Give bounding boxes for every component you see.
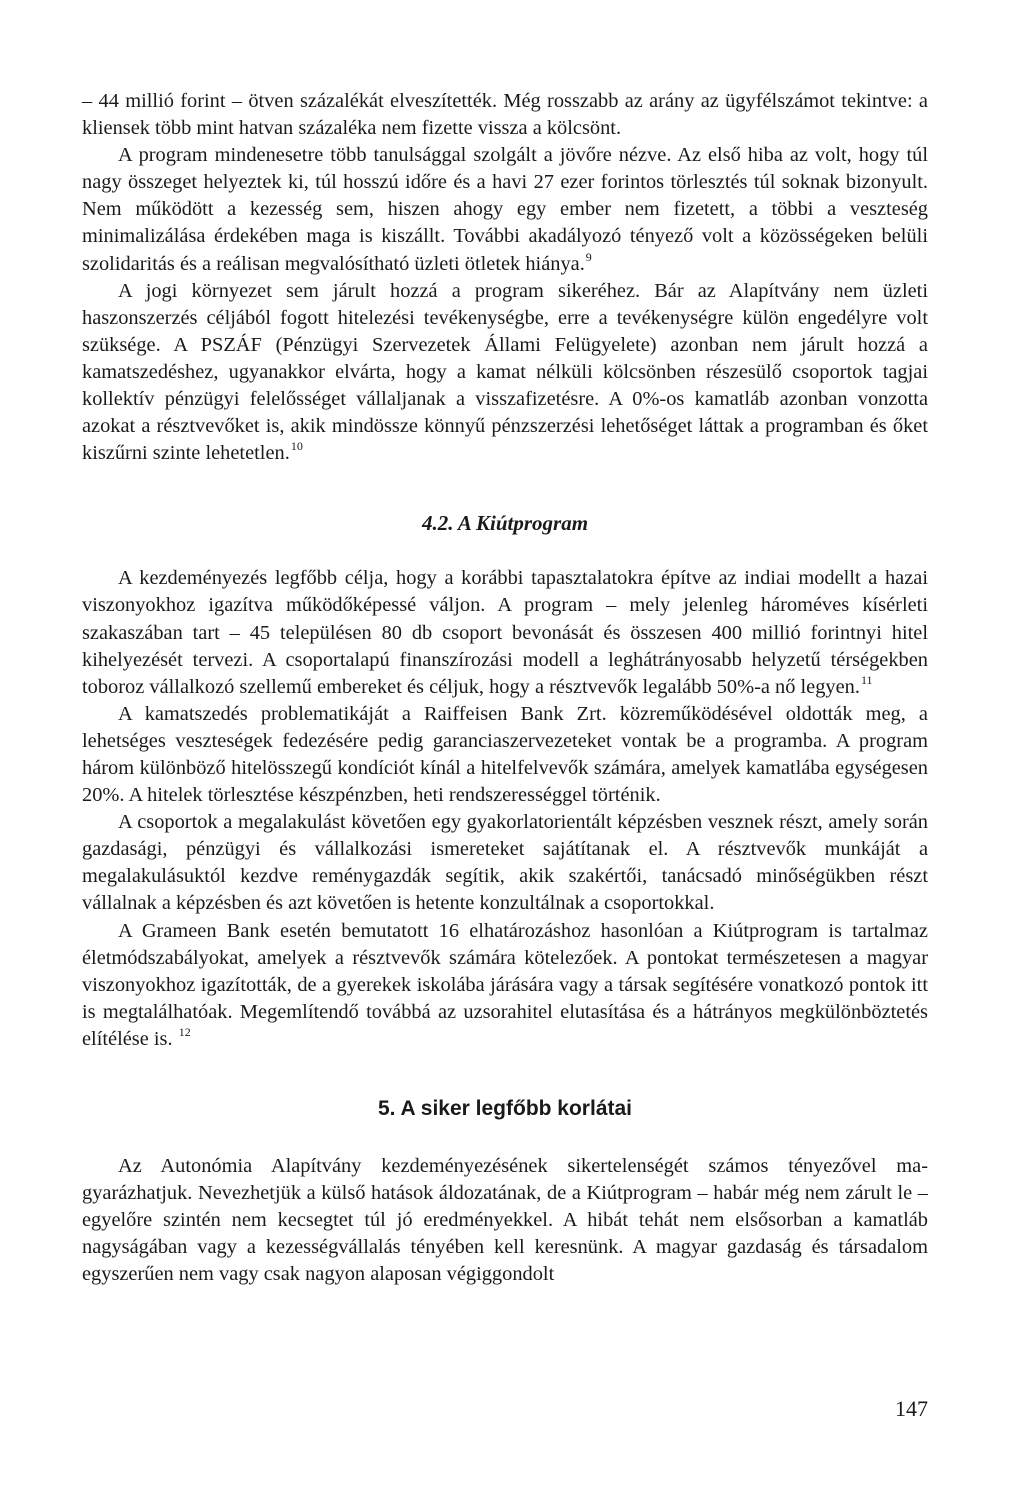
paragraph-5: A kamatszedés problematikáját a Raiffeisen Bank Zrt. közreműködésével oldották meg, a lehetséges veszteségek fedezésére pedig garanciaszervezeteket vontak be a programba. A program három különböző hitelösszegű kondíciót kínál a hitelfelvevők számára, amelyek kamatlába egységesen 20%. A hitelek törlesztése készpénzben, heti rendszerességgel történik. <box>82 702 928 807</box>
paragraph-7: A Grameen Bank esetén bemutatott 16 elhatározáshoz hasonlóan a Kiútprogram is tartalmaz életmódszabályokat, amelyek a résztvevők számára kötelezőek. A pontokat természetesen a magyar viszonyokhoz igazították, de a gyerekek iskolába járására vagy a társak segítésére vonatkozó pontok itt is megtalálhatóak. Megemlítendő továbbá az uzsorahitel elutasítása és a hátrányos megkülönböztetés elítélése is. $^{12}$ <box>82 919 928 1050</box>
paragraph-8: Az Autonómia Alapítvány kezdeményezésének sikertelenségét számos tényezővel magyarázhatjuk. Nevezhetjük a külső hatások áldozatának, de a Kiútprogram – habár még nem zárult le – egyelőre szintén nem kecsegtet túl jó eredményekkel. A hibát tehát nem elsősorban a kamatláb nagyságában vagy a kezességvállalás tényében kell keresnünk. A magyar gazdaság és társadalom egyszerűen nem vagy csak nagyon alaposan végiggondolt <box>82 1155 928 1286</box>
paragraph-1: – 44 millió forint – ötven százalékát elveszítették. Még rosszabb az arány az ügyfélszámot tekintve: a kliensek több mint hatvan százaléka nem fizette vissza a kölcsönt. <box>82 90 928 140</box>
page-body <box>82 88 928 1288</box>
paragraph-4: A kezdeményezés legfőbb célja, hogy a korábbi tapasztalatokra építve az indiai modellt a hazai viszonyokhoz igazítva működőképessé váljon. A program – mely jelenleg hároméves kísérleti szakaszában tart – 45 településen 80 db csoport bevonását és összesen 400 millió forintnyi hitel kihelyezését tervezi. A csoportalapú finanszírozási modell a leghátrányosabb helyzetű térségekben toboroz vállalkozó szellemű embereket és céljuk, hogy a résztvevők legalább 50%-a nő legyen.$^{11}$ <box>82 567 928 698</box>
paragraph-3: A jogi környezet sem járult hozzá a program sikeréhez. Bár az Alapítvány nem üzleti haszonszerzés céljából fogott hitelezési tevékenységbe, erre a tevékenységre külön engedélyre volt szüksége. A PSZÁF (Pénzügyi Szervezetek Állami Felügyelete) azonban nem járult hozzá a kamatszedéshez, ugyanakkor elvárta, hogy a kamat nélküli kölcsönben részesülő csoportok tagjai kollektív pénzügyi felelősséget vállaljanak a visszafizetésre. A 0%-os kamatláb azonban vonzotta azokat a résztvevőket is, akik mindössze könnyű pénzszerzési lehetőséget láttak a programban és őket kiszűrni szinte lehetetlen.$^{10}$ <box>82 279 928 465</box>
footnote-ref-12[interactable]: 12 <box>178 1024 191 1039</box>
footnote-ref-9[interactable]: 9 <box>585 249 592 264</box>
section-heading: 5. A siker legfőbb korlátai <box>377 1097 633 1120</box>
paragraph-6: A csoportok a megalakulást követően egy gyakorlatorientált képzésben vesznek részt, amely során gazdasági, pénzügyi és vállalkozási ismereteket sajátítanak el. A résztvevők munkáját a megalakulásuktól kezdve reménygazdák segítik, akik szakértői, tanácsadó minőségükben részt vállalnak a képzésben és azt követően is hetente konzultálnak a csoportokkal. <box>82 811 928 915</box>
paragraph-2: A program mindenesetre több tanulsággal szolgált a jövőre nézve. Az első hiba az volt, hogy túl nagy összeget helyeztek ki, túl hosszú időre és a havi 27 ezer forintos törlesztés túl soknak bizonyult. Nem működött a kezesség sem, hiszen ahogy egy ember nem fizetett, a többi a veszteség minimalizálása érdekében maga is kiszállt. További akadályozó tényező volt a közösségeken belüli szolidaritás és a reálisan megvalósítható üzleti ötletek hiánya.$^9$ <box>82 144 928 275</box>
section-subheading: 4.2. A Kiútprogram <box>421 511 589 536</box>
footnote-ref-11[interactable]: 11 <box>860 672 873 687</box>
page-number: 147 <box>895 1396 928 1421</box>
footnote-ref-10[interactable]: 10 <box>290 439 303 454</box>
